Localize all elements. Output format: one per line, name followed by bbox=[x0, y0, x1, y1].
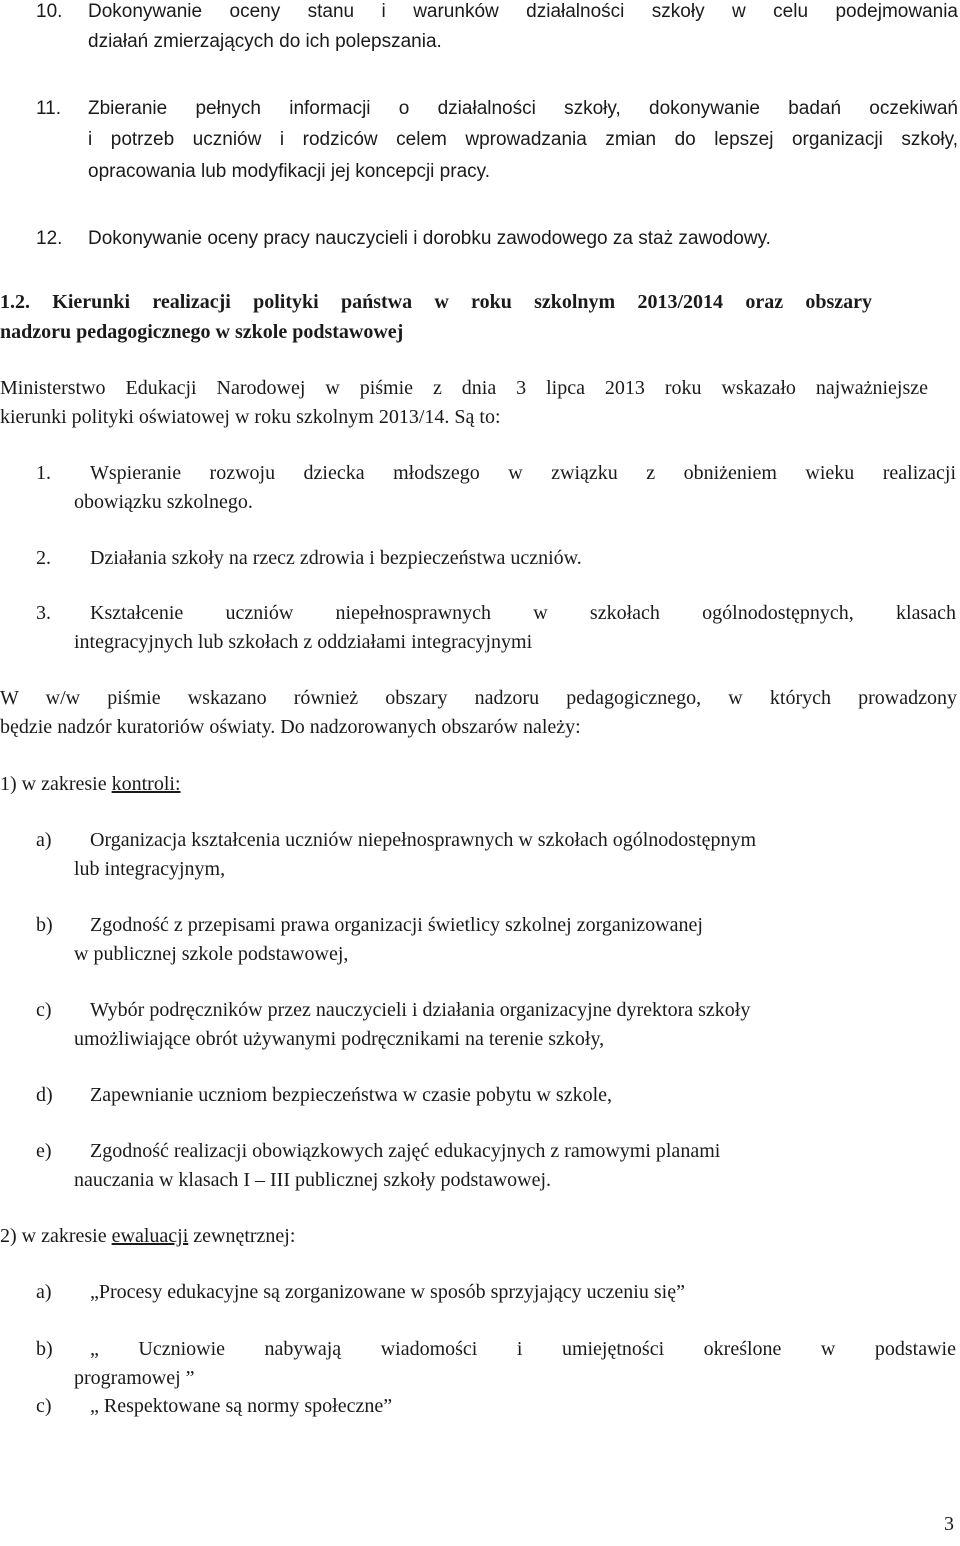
direction-1-number: 1. bbox=[36, 462, 51, 484]
section-number: 1.2. bbox=[0, 291, 30, 313]
kontrola-a-letter: a) bbox=[36, 829, 52, 851]
direction-1-line-1: Wspieranie rozwoju dziecka młodszego w związku z obniżeniem wieku realizacji bbox=[90, 462, 956, 484]
direction-2-number: 2. bbox=[36, 547, 51, 569]
ewaluacja-suffix: zewnętrznej: bbox=[188, 1225, 296, 1247]
direction-3-line-2: integracyjnych lub szkołach z oddziałami integracyjnymi bbox=[74, 631, 533, 653]
kontrola-e-line-2: nauczania w klasach I – III publicznej szkoły podstawowej. bbox=[74, 1169, 552, 1191]
paragraph-1-line-1: Ministerstwo Edukacji Narodowej w piśmie z dnia 3 lipca 2013 roku wskazało najważniejsze bbox=[0, 377, 928, 399]
item-10-number: 10. bbox=[36, 1, 63, 22]
direction-3-number: 3. bbox=[36, 602, 51, 624]
page-number: 3 bbox=[944, 1513, 954, 1535]
ewaluacja-b-line-2: programowej ” bbox=[74, 1367, 195, 1389]
kontrola-c-line-1: Wybór podręczników przez nauczycieli i działania organizacyjne dyrektora szkoły bbox=[90, 999, 751, 1021]
ewaluacja-c-line-1: „ Respektowane są normy społeczne” bbox=[90, 1395, 393, 1417]
ewaluacja-underlined: ewaluacji bbox=[111, 1225, 189, 1247]
kontrola-a-line-2: lub integracyjnym, bbox=[74, 858, 226, 880]
section-heading-line-2: nadzoru pedagogicznego w szkole podstawowej bbox=[0, 321, 404, 343]
direction-1-line-2: obowiązku szkolnego. bbox=[74, 491, 253, 513]
item-11-number: 11. bbox=[36, 98, 62, 119]
item-11-line-2: i potrzeb uczniów i rodziców celem wprowadzania zmian do lepszej organizacji szkoły, bbox=[88, 129, 958, 150]
paragraph-2-line-2: będzie nadzór kuratoriów oświaty. Do nadzorowanych obszarów należy: bbox=[0, 716, 581, 738]
paragraph-1-line-2: kierunki polityki oświatowej w roku szkolnym 2013/14. Są to: bbox=[0, 406, 501, 428]
paragraph-2-line-1: W w/w piśmie wskazano również obszary nadzoru pedagogicznego, w których prowadzony bbox=[0, 687, 957, 709]
kontrola-e-letter: e) bbox=[36, 1140, 52, 1162]
kontrola-c-line-2: umożliwiające obrót używanymi podręcznikami na terenie szkoły, bbox=[74, 1028, 605, 1050]
kontrola-prefix: 1) w zakresie bbox=[0, 773, 112, 795]
ewaluacja-prefix: 2) w zakresie bbox=[0, 1225, 112, 1247]
kontrola-heading bbox=[0, 772, 181, 796]
ewaluacja-a-letter: a) bbox=[36, 1281, 52, 1303]
section-heading-line-1 bbox=[0, 290, 872, 314]
ewaluacja-heading bbox=[0, 1224, 295, 1248]
kontrola-b-letter: b) bbox=[36, 914, 53, 936]
kontrola-underlined: kontroli: bbox=[111, 773, 181, 795]
kontrola-a-line-1: Organizacja kształcenia uczniów niepełnosprawnych w szkołach ogólnodostępnym bbox=[90, 829, 757, 851]
kontrola-b-line-2: w publicznej szkole podstawowej, bbox=[74, 943, 349, 965]
direction-3-line-1: Kształcenie uczniów niepełnosprawnych w szkołach ogólnodostępnych, klasach bbox=[90, 602, 956, 624]
kontrola-d-letter: d) bbox=[36, 1084, 53, 1106]
ewaluacja-b-line-1: „ Uczniowie nabywają wiadomości i umiejętności określone w podstawie bbox=[90, 1338, 956, 1360]
item-11-line-3: opracowania lub modyfikacji jej koncepcji pracy. bbox=[88, 161, 491, 182]
kontrola-d-line-1: Zapewnianie uczniom bezpieczeństwa w czasie pobytu w szkole, bbox=[90, 1084, 613, 1106]
kontrola-b-line-1: Zgodność z przepisami prawa organizacji świetlicy szkolnej zorganizowanej bbox=[90, 914, 703, 936]
ewaluacja-c-letter: c) bbox=[36, 1395, 52, 1417]
kontrola-c-letter: c) bbox=[36, 999, 52, 1021]
ewaluacja-a-line-1: „Procesy edukacyjne są zorganizowane w sposób sprzyjający uczeniu się” bbox=[90, 1281, 685, 1303]
item-12-number: 12. bbox=[36, 228, 63, 249]
item-10-line-1: Dokonywanie oceny stanu i warunków działalności szkoły w celu podejmowania bbox=[88, 1, 958, 22]
ewaluacja-b-letter: b) bbox=[36, 1338, 53, 1360]
direction-2-line-1: Działania szkoły na rzecz zdrowia i bezpieczeństwa uczniów. bbox=[90, 547, 582, 569]
item-11-line-1: Zbieranie pełnych informacji o działalności szkoły, dokonywanie badań oczekiwań bbox=[88, 98, 958, 119]
section-heading-text: Kierunki realizacji polityki państwa w roku szkolnym 2013/2014 oraz obszary bbox=[52, 291, 873, 313]
item-10-line-2: działań zmierzających do ich polepszania. bbox=[88, 31, 442, 52]
item-12-line-1: Dokonywanie oceny pracy nauczycieli i dorobku zawodowego za staż zawodowy. bbox=[88, 228, 771, 249]
kontrola-e-line-1: Zgodność realizacji obowiązkowych zajęć edukacyjnych z ramowymi planami bbox=[90, 1140, 721, 1162]
